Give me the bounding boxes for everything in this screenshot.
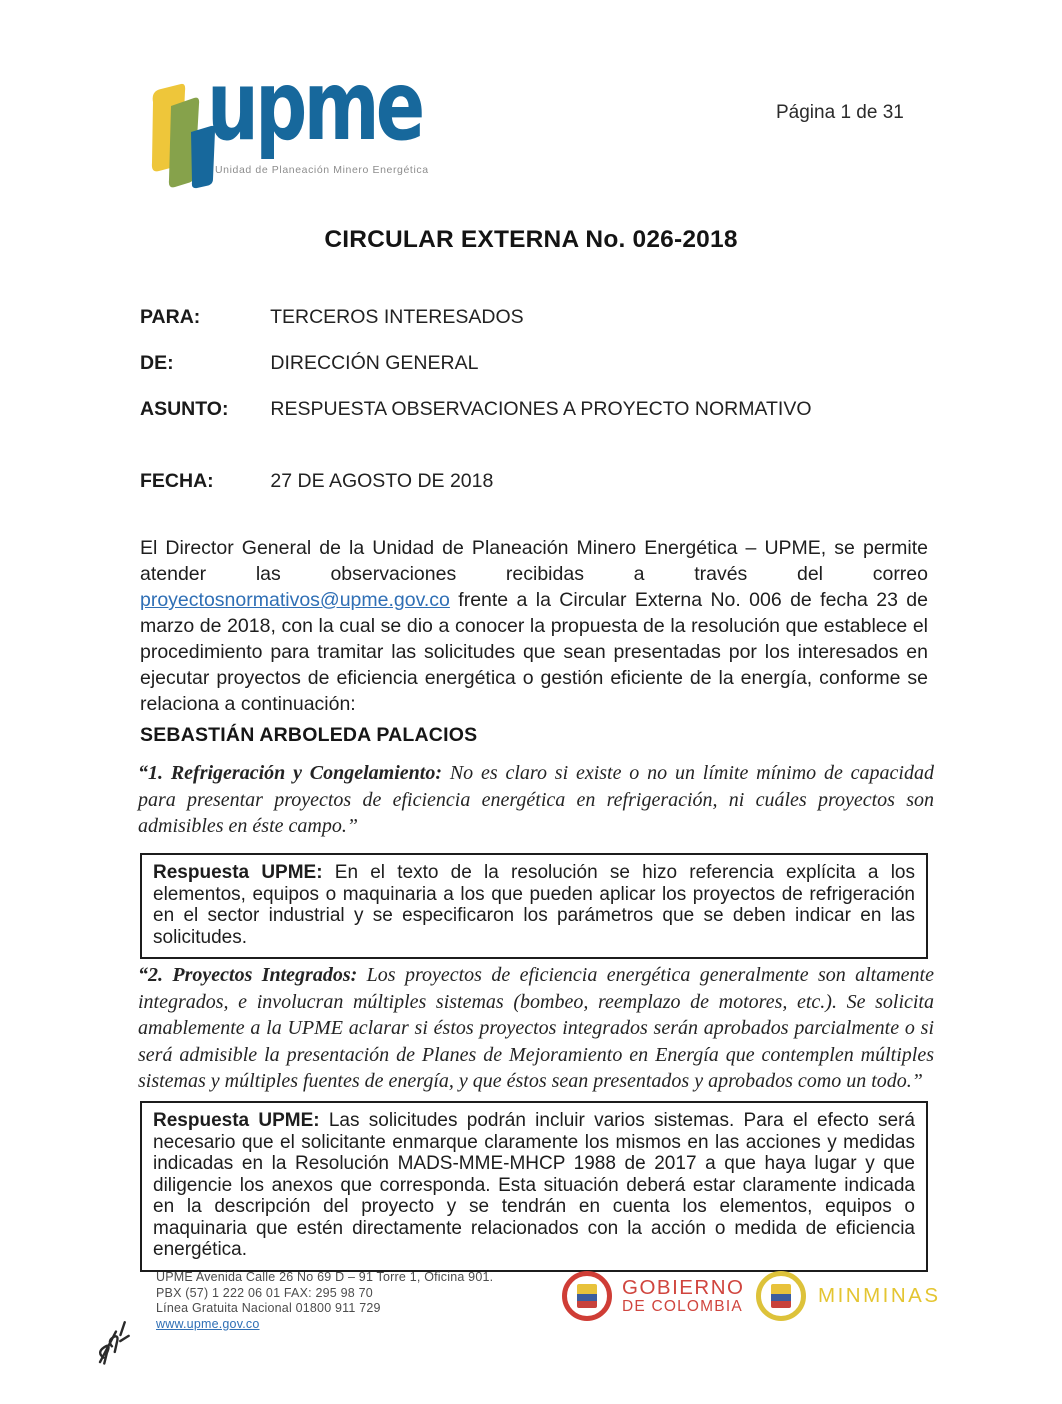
respuesta-box-2 (140, 1101, 928, 1272)
respuesta-2-text: Las solicitudes podrán incluir varios sistemas. Para el efecto será necesario que el solicitante enmarque claramente los mismos en las acciones y medidas indicadas en la Resolución MADS-MME-MHCP 1988 de 2017 a que haya lugar y que diligencie los anexos que corresponda. Esta situación deberá estar claramente indicada en la descripción del proyecto y se tendrán en cuenta los elementos, equipos o maquinaria que estén directamente relacionados con la acción o medida de eficiencia energética. (153, 1110, 915, 1260)
meta-row-fecha (140, 470, 940, 493)
upme-tagline: Unidad de Planeación Minero Energética (215, 164, 429, 176)
page-number: Página 1 de 31 (776, 102, 904, 123)
observation-quote-2 (138, 962, 934, 1095)
email-link[interactable]: proyectosnormativos@upme.gov.co (140, 589, 450, 611)
meta-label-asunto: ASUNTO: (140, 398, 229, 420)
meta-value-fecha: 27 DE AGOSTO DE 2018 (270, 470, 494, 492)
observation-quote-1 (138, 760, 934, 840)
footer-address-line1: UPME Avenida Calle 26 No 69 D – 91 Torre 1, Oficina 901. (156, 1270, 494, 1284)
gobierno-label-line1: GOBIERNO (622, 1276, 745, 1300)
meta-row-asunto (140, 398, 940, 421)
observation-2-lead: “2. Proyectos Integrados: (138, 964, 358, 986)
footer-address-line3: Línea Gratuita Nacional 01800 911 729 (156, 1301, 381, 1315)
observation-1-lead: “1. Refrigeración y Congelamiento: (138, 762, 443, 784)
respuesta-box-1 (140, 853, 928, 959)
gobierno-de-colombia-logo (562, 1271, 745, 1321)
footer-address-block (156, 1270, 493, 1332)
minminas-label: MINMINAS (818, 1284, 941, 1307)
minminas-logo (756, 1271, 941, 1321)
meta-row-para (140, 306, 940, 329)
author-heading: SEBASTIÁN ARBOLEDA PALACIOS (140, 724, 478, 746)
respuesta-1-lead: Respuesta UPME: (153, 862, 323, 883)
meta-label-fecha: FECHA: (140, 470, 214, 492)
meta-row-de (140, 352, 940, 375)
meta-label-de: DE: (140, 352, 174, 374)
meta-value-de: DIRECCIÓN GENERAL (270, 352, 479, 374)
website-link[interactable]: www.upme.gov.co (156, 1316, 260, 1331)
respuesta-2-lead: Respuesta UPME: (153, 1110, 320, 1131)
observation-2-text: Los proyectos de eficiencia energética generalmente son altamente integrados, e involucran múltiples sistemas (bombeo, reemplazo de motores, etc.). Se solicita amablemente a la UPME aclarar si éstos proyectos integrados serán aprobados parcialmente o si será admisible la presentación de Planes de Mejoramiento en Energía que contemplen múltiples sistemas y múltiples fuentes de energía, y que éstos sean presentados y aprobados como un todo.” (138, 964, 934, 1092)
gobierno-label-line2: DE COLOMBIA (622, 1297, 743, 1315)
intro-paragraph (140, 535, 928, 717)
meta-label-para: PARA: (140, 306, 201, 328)
document-title: CIRCULAR EXTERNA No. 026-2018 (324, 226, 738, 253)
footer-address-line2: PBX (57) 1 222 06 01 FAX: 295 98 70 (156, 1285, 373, 1300)
handwritten-mark (84, 1313, 144, 1381)
gobierno-seal-icon (562, 1271, 612, 1321)
meta-value-para: TERCEROS INTERESADOS (270, 306, 524, 328)
observation-1-text: No es claro si existe o no un límite mínimo de capacidad para presentar proyectos de eficiencia energética en refrigeración, ni cuáles proyectos son admisibles en éste campo.” (138, 762, 934, 837)
respuesta-1-text: En el texto de la resolución se hizo referencia explícita a los elementos, equipos o maquinaria a los que pueden aplicar los proyectos de refrigeración en el sector industrial y se especificaron los parámetros que se deben indicar en las solicitudes. (153, 862, 915, 948)
intro-text-after: frente a la Circular Externa No. 006 de fecha 23 de marzo de 2018, con la cual se dio a conocer la propuesta de la resolución que establece el procedimiento para tramitar las solicitudes que sean presentadas por los interesados en ejecutar proyectos de eficiencia energética o gestión eficiente de la energía, conforme se relaciona a continuación: (140, 589, 928, 715)
intro-text-before: El Director General de la Unidad de Planeación Minero Energética – UPME, se permite atender las observaciones recibidas a través del correo (140, 537, 928, 585)
upme-logo (145, 50, 445, 190)
upme-wordmark: upme (207, 50, 422, 162)
minminas-seal-icon (756, 1271, 806, 1321)
meta-value-asunto: RESPUESTA OBSERVACIONES A PROYECTO NORMATIVO (270, 398, 812, 420)
